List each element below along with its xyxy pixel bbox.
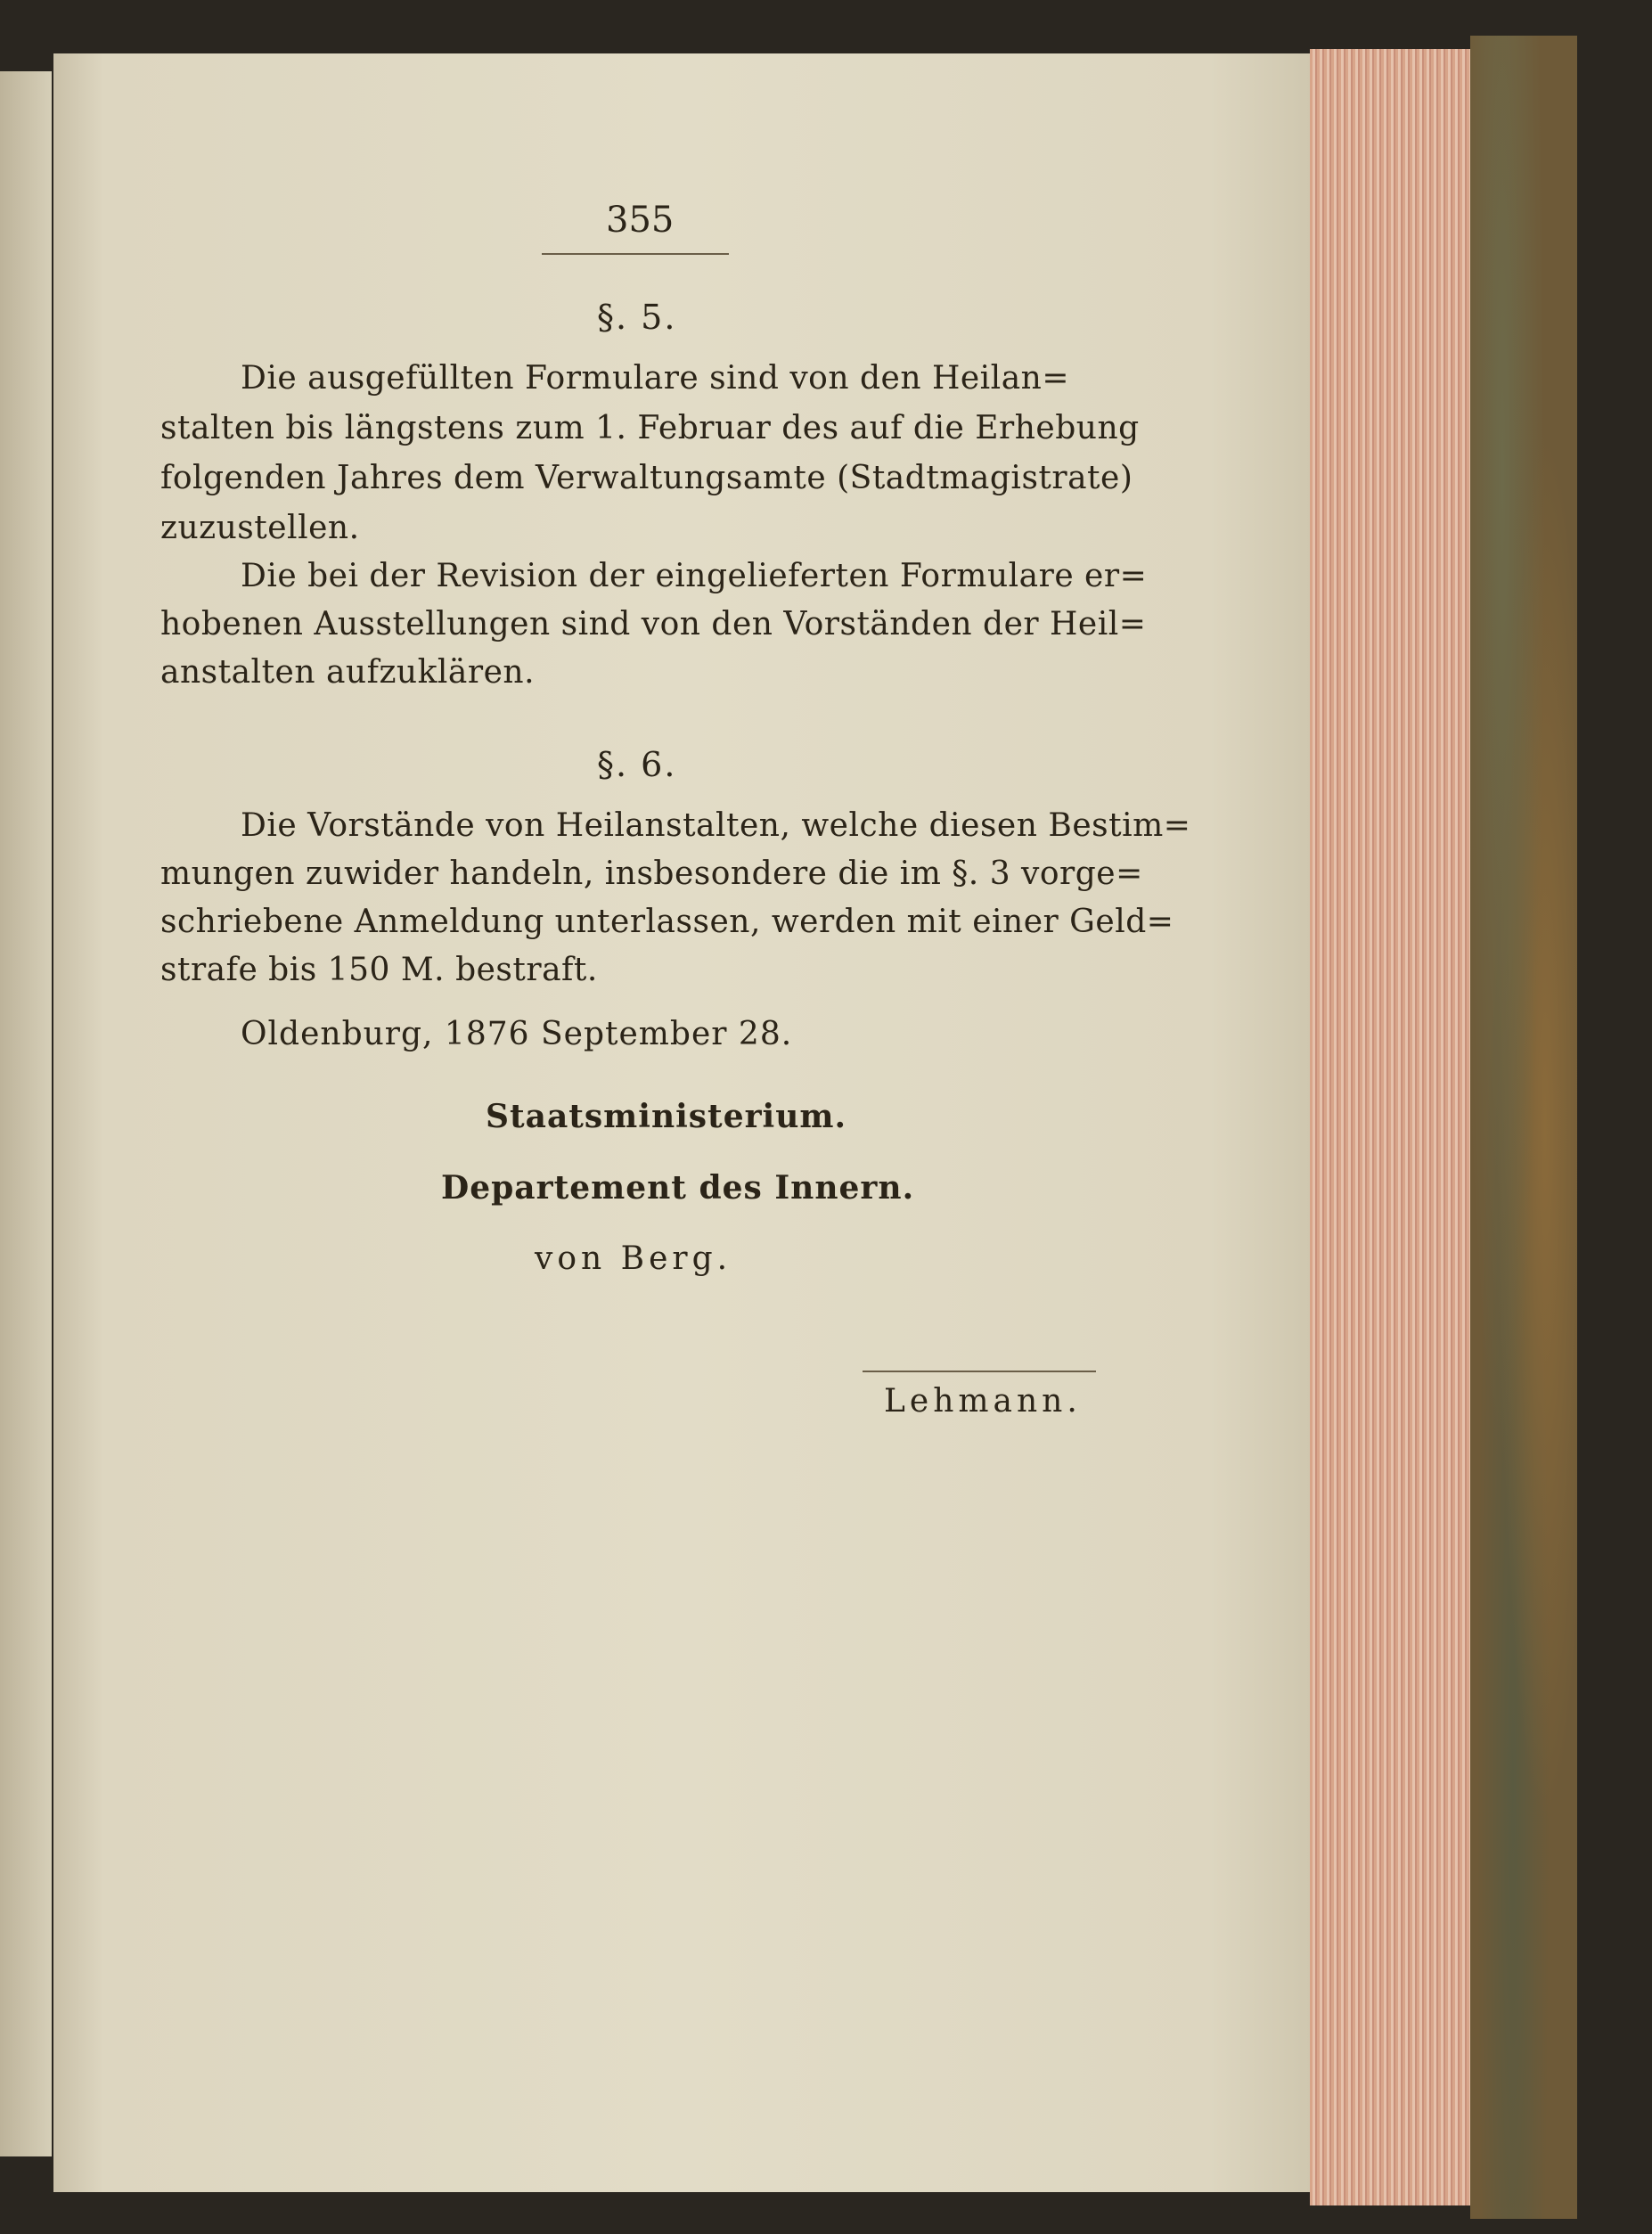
- section-heading: §. 6.: [597, 745, 677, 784]
- page-number: 355: [606, 200, 675, 241]
- text-line: strafe bis 150 M. bestraft.: [160, 952, 598, 988]
- text-line: stalten bis längstens zum 1. Februar des auf die Erhebung: [160, 410, 1140, 446]
- countersigner-name: Lehmann.: [884, 1383, 1082, 1420]
- text-line: hobenen Ausstellungen sind von den Vorständen der Heil=: [160, 606, 1147, 642]
- text-line: folgenden Jahres dem Verwaltungsamte (Stadtmagistrate): [160, 460, 1133, 496]
- text-line: mungen zuwider handeln, insbesondere die im §. 3 vorge=: [160, 855, 1143, 892]
- signature-rule: [863, 1371, 1096, 1372]
- department-name: Departement des Innern.: [441, 1169, 915, 1207]
- ministry-name: Staatsministerium.: [486, 1098, 847, 1135]
- text-line: anstalten aufzuklären.: [160, 654, 536, 691]
- text-line: Die bei der Revision der eingelieferten Formulare er=: [241, 558, 1148, 594]
- previous-page-edge: [0, 71, 52, 2156]
- marbled-cover: [1470, 36, 1577, 2219]
- text-line: zuzustellen.: [160, 510, 360, 546]
- signer-name: von Berg.: [535, 1240, 732, 1277]
- text-line: Die Vorstände von Heilanstalten, welche diesen Bestim=: [241, 807, 1191, 844]
- page-edges: [1310, 49, 1470, 2205]
- section-heading: §. 5.: [597, 298, 677, 337]
- header-rule: [542, 253, 729, 255]
- text-line: Die ausgefüllten Formulare sind von den Heilan=: [241, 360, 1070, 397]
- place-date: Oldenburg, 1876 September 28.: [241, 1016, 793, 1052]
- text-line: schriebene Anmeldung unterlassen, werden mit einer Geld=: [160, 904, 1174, 940]
